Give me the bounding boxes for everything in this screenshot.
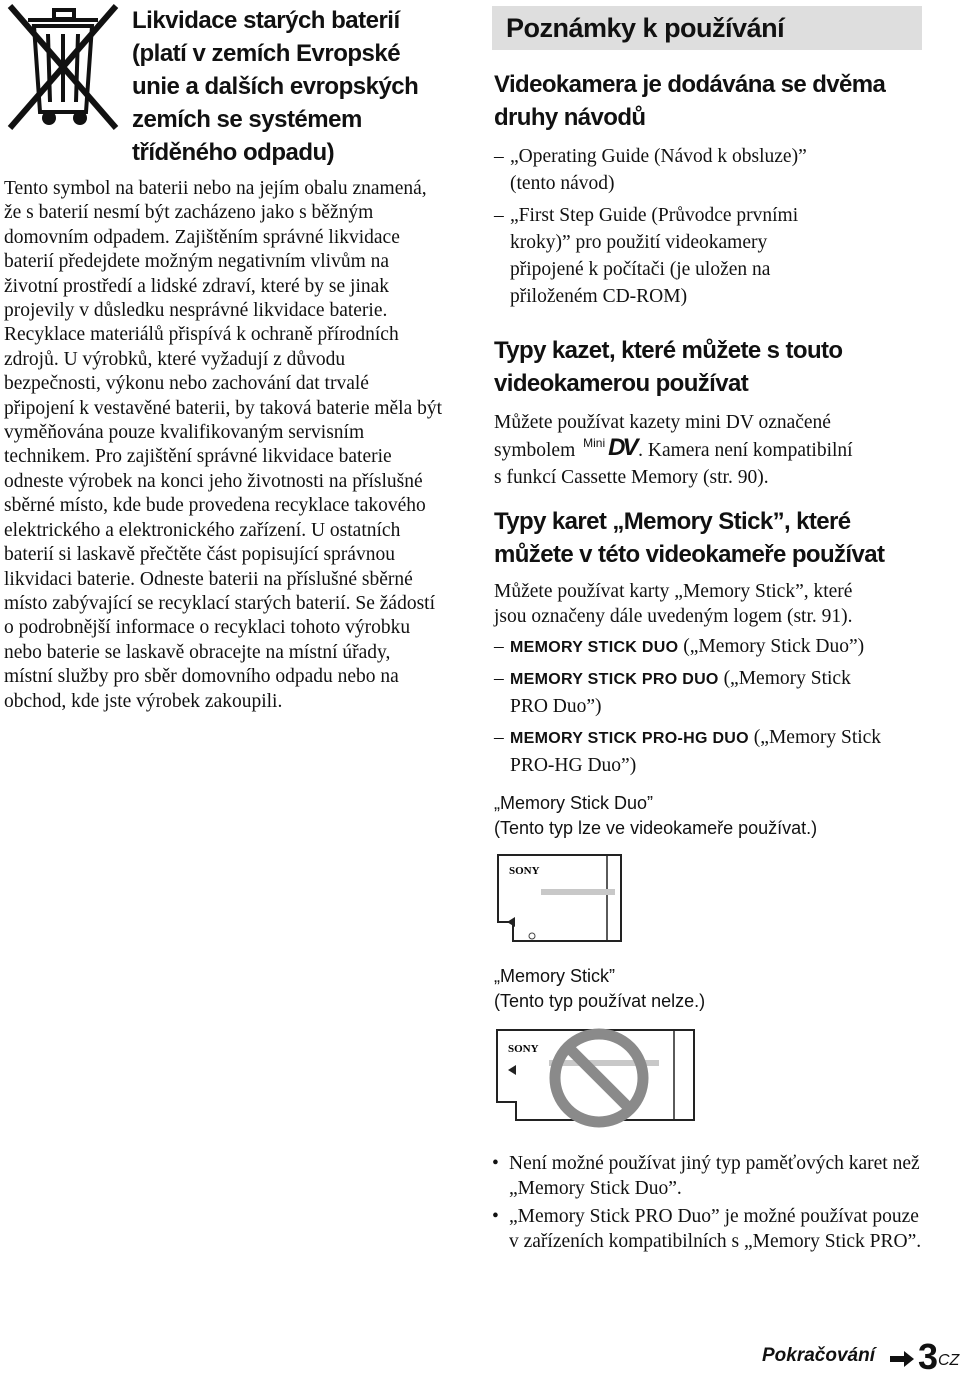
heading-line: Typy karet „Memory Stick”, které [494,508,851,535]
section-header: Poznámky k používání [506,13,785,43]
note-bullet-2 [492,1205,932,1280]
text-fragment: . Kamera není kompatibilní [638,440,853,461]
card-brand-label: SONY [509,865,540,877]
language-code: CZ [938,1352,960,1369]
text-line: jsou označeny dále uvedeným logem (str. 91). [494,605,853,627]
heading-line: druhy návodů [494,104,646,131]
item-line: „First Step Guide (Průvodce prvními [510,205,799,226]
heading-line: videokamerou používat [494,370,749,397]
item-text: PRO-HG Duo”) [510,755,637,776]
continue-arrow-icon [888,1349,916,1369]
heading-line: můžete v této videokameře používat [494,541,885,568]
manuals-heading [494,68,934,134]
memory-stick-pro-duo-logo: MEMORY STICK PRO DUO [510,671,719,688]
logo-item-1 [510,633,864,661]
bullet-text: Není možné používat jiný typ paměťových karet než „Memory Stick Duo”. [509,1153,920,1199]
heading-line: Typy kazet, které můžete s touto [494,337,843,364]
item-line: kroky)” pro použití videokamery [510,232,768,253]
title-line: zemích se systémem [132,106,362,133]
dash-marker: – [494,146,504,167]
dash-marker: – [494,205,504,226]
cassettes-heading [494,334,934,400]
memory-stick-duo-card-illustration [495,852,625,944]
caption-line: (Tento typ lze ve videokameře používat.) [494,818,818,838]
item-line: „Operating Guide (Návod k obsluze)” [510,146,807,167]
card-brand-label: SONY [508,1043,539,1055]
memory-stick-text [494,580,934,629]
memory-stick-pro-hg-duo-logo: MEMORY STICK PRO-HG DUO [510,730,749,747]
item-text: („Memory Stick [753,727,882,748]
item-text: („Memory Stick Duo”) [683,636,865,657]
logo-item-2 [510,665,851,720]
memory-stick-card-prohibited-illustration [494,1020,714,1130]
text-line [494,436,934,464]
memory-stick-heading [494,505,934,571]
crossed-bin-icon [4,0,122,134]
cassettes-text [494,409,934,491]
text-line: Můžete používat kazety mini DV označené [494,412,831,433]
title-line: tříděného odpadu) [132,139,335,166]
bullet-marker: • [492,1153,499,1174]
item-line: (tento návod) [510,173,615,194]
bullet-marker: • [492,1206,499,1227]
standard-caption [494,964,705,1014]
mini-label: Mini [583,436,606,450]
memory-stick-duo-logo: MEMORY STICK DUO [510,639,679,656]
logo-item-3 [510,724,881,779]
continued-label: Pokračování [762,1345,875,1366]
duo-caption [494,791,817,841]
item-text: („Memory Stick [723,668,851,689]
caption-line: (Tento typ používat nelze.) [494,991,706,1011]
caption-line: „Memory Stick Duo” [494,793,654,813]
text-line: s funkcí Cassette Memory (str. 90). [494,467,769,488]
dash-marker: – [494,668,504,689]
page-number: 3 [918,1336,939,1377]
item-text: PRO Duo”) [510,696,602,717]
bullet-text: „Memory Stick PRO Duo” je možné používat pouze v zařízeních kompatibilních s „Memory Stick PRO”. [509,1206,922,1252]
title-line: (platí v zemích Evropské [132,40,401,67]
text-fragment: symbolem [494,440,576,461]
item-line: připojené k počítači (je uložen na [510,259,771,280]
caption-line: „Memory Stick” [494,966,615,986]
title-line: unie a dalších evropských [132,73,419,100]
title-line: Likvidace starých baterií [132,7,400,34]
item-line: přiloženém CD-ROM) [510,286,688,307]
manual-item-2 [510,202,798,310]
heading-line: Videokamera je dodávána se dvěma [494,71,886,98]
battery-disposal-body: Tento symbol na baterii nebo na jejím obalu znamená, že s baterií nesmí být zacházeno jako s běžným domovním odpadem. Zajištěním správné likvidace baterií předejdete možným negativním vlivům na životní prostředí a lidské zdraví, které by se jinak projevily v důsledku nesprávné likvidace baterie. Recyklace materiálů přispívá k ochraně přírodních zdrojů. U výrobků, které vyžadují z důvodu bezpečnosti, výkonu nebo zachování dat trvalé připojení k vestavěné baterii, by taková baterie měla být vyměňována pouze kvalifikovaným servisním technikem. Pro zajištění správné likvidace baterie odneste výrobek na konci jeho životnosti na příslušné sběrné místo, kde bude provedena recyklace takového elektrického a elektronického zařízení. U ostatních baterií si laskavě přečtěte část popisující správnou likvidaci baterie. Odneste baterii na příslušné sběrné místo zabývající se recyklací starých baterií. Se žádostí o podrobnější informace o recyklaci tohoto výrobku nebo baterie se laskavě obracejte na místní úřady, místní služby pro sběr domovního odpadu nebo na obchod, kde jste výrobek zakoupili. [4,178,443,712]
dv-label: DV [608,434,636,461]
dash-marker: – [494,636,504,657]
manual-item-1 [510,143,807,197]
text-line: Můžete používat karty „Memory Stick”, které [494,581,853,602]
battery-disposal-title [132,4,452,169]
note-bullet-1 [492,1152,932,1202]
dash-marker: – [494,727,504,748]
mini-dv-logo [580,436,638,460]
